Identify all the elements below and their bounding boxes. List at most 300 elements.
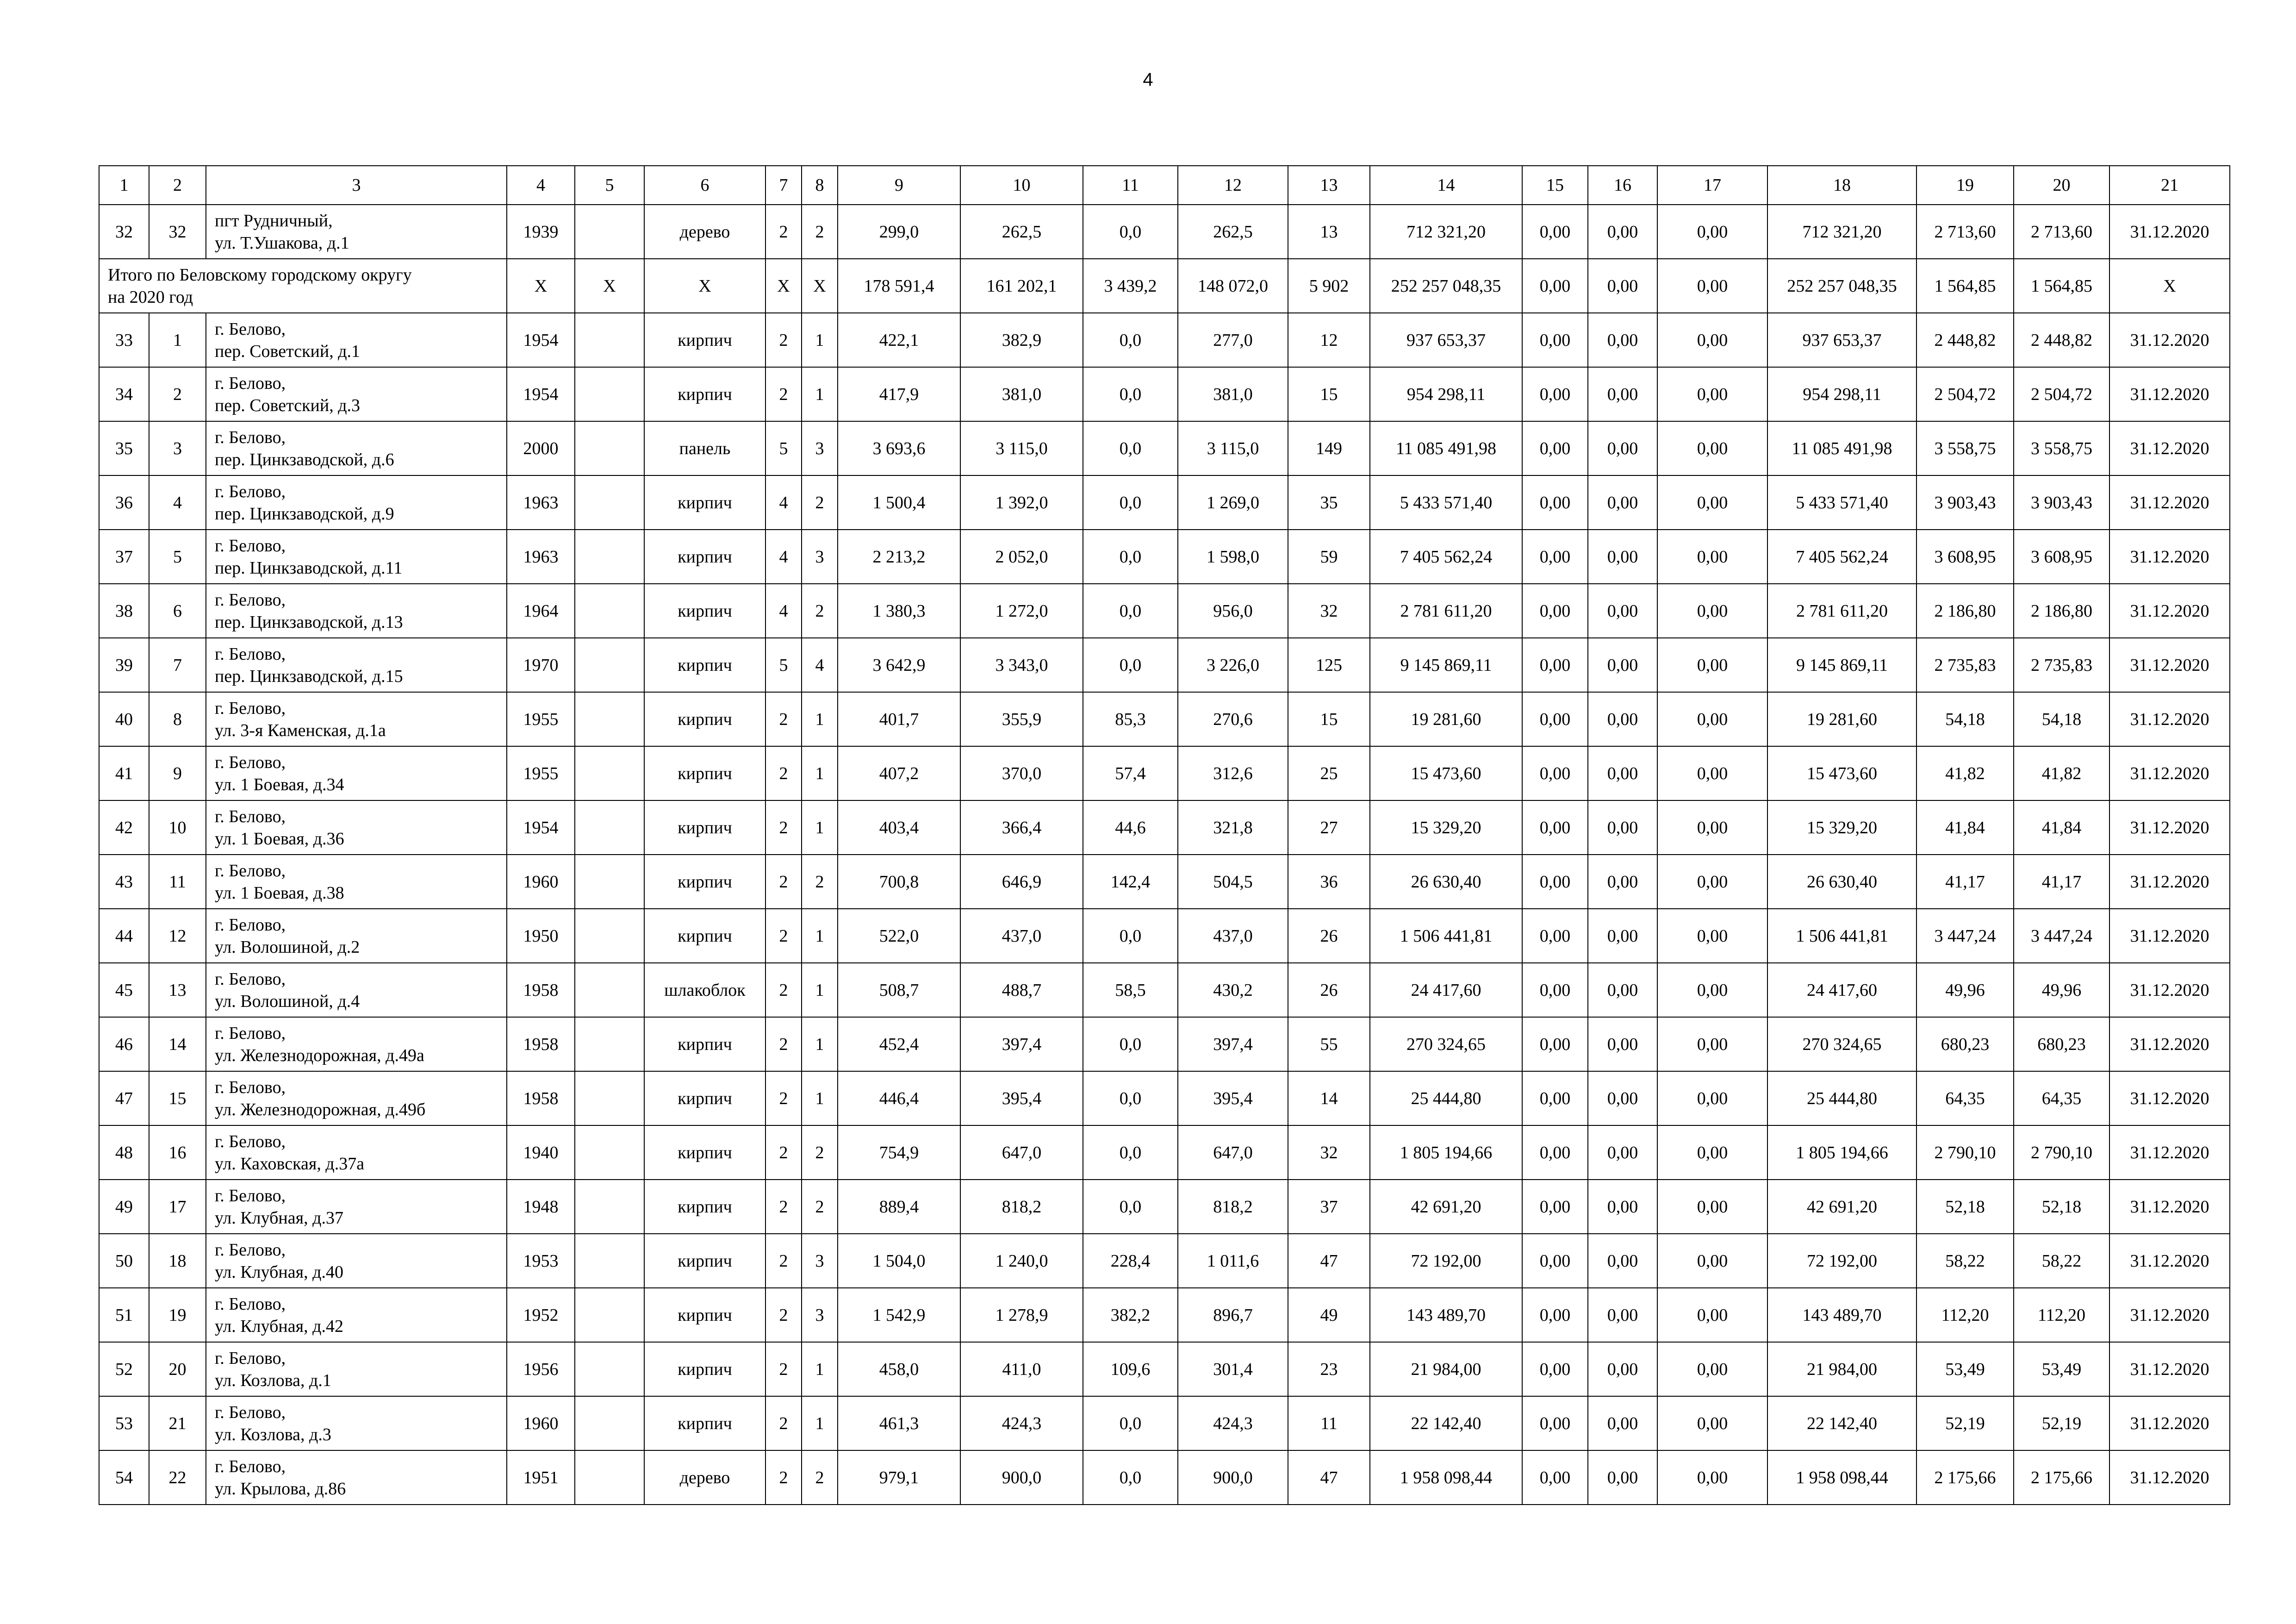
cell-col-19: 64,35 bbox=[1916, 1071, 2014, 1125]
cell-col-12: 1 269,0 bbox=[1178, 475, 1288, 530]
cell-col-18: 22 142,40 bbox=[1767, 1396, 1916, 1450]
cell-col-2: 22 bbox=[149, 1450, 206, 1505]
cell-col-20: 2 735,83 bbox=[2014, 638, 2109, 692]
cell-col-2: 1 bbox=[149, 313, 206, 367]
cell-col-13: 26 bbox=[1288, 909, 1370, 963]
cell-col-7: 2 bbox=[765, 1071, 802, 1125]
column-header: 18 bbox=[1767, 166, 1916, 205]
cell-col-4: 1964 bbox=[507, 584, 575, 638]
address-cell bbox=[206, 313, 507, 367]
cell-col-2: 15 bbox=[149, 1071, 206, 1125]
cell-col-12: 437,0 bbox=[1178, 909, 1288, 963]
cell-col-6: кирпич bbox=[644, 800, 765, 855]
address-line-2: ул. 1 Боевая, д.34 bbox=[215, 775, 344, 794]
cell-col-21: 31.12.2020 bbox=[2109, 1450, 2230, 1505]
cell-col-19: 52,18 bbox=[1916, 1180, 2014, 1234]
column-header: 4 bbox=[507, 166, 575, 205]
address-cell bbox=[206, 800, 507, 855]
table-row bbox=[99, 1342, 2230, 1396]
total-cell-col-21: Х bbox=[2109, 259, 2230, 313]
total-cell-col-5: Х bbox=[575, 259, 644, 313]
cell-col-17: 0,00 bbox=[1657, 313, 1767, 367]
cell-col-1: 38 bbox=[99, 584, 149, 638]
table-row bbox=[99, 1288, 2230, 1342]
cell-col-8: 3 bbox=[802, 1288, 838, 1342]
cell-col-17: 0,00 bbox=[1657, 584, 1767, 638]
cell-col-20: 54,18 bbox=[2014, 692, 2109, 746]
cell-col-13: 55 bbox=[1288, 1017, 1370, 1071]
total-cell-col-7: Х bbox=[765, 259, 802, 313]
cell-col-2: 7 bbox=[149, 638, 206, 692]
cell-col-16: 0,00 bbox=[1588, 692, 1657, 746]
cell-col-13: 27 bbox=[1288, 800, 1370, 855]
cell-col-4: 1954 bbox=[507, 800, 575, 855]
cell-col-11: 44,6 bbox=[1083, 800, 1178, 855]
cell-col-9: 889,4 bbox=[838, 1180, 960, 1234]
cell-col-14: 42 691,20 bbox=[1370, 1180, 1522, 1234]
cell-col-16: 0,00 bbox=[1588, 1125, 1657, 1180]
cell-col-17: 0,00 bbox=[1657, 1180, 1767, 1234]
total-label-line: Итого по Беловскому городскому округу bbox=[108, 265, 412, 285]
cell-col-9: 754,9 bbox=[838, 1125, 960, 1180]
cell-col-21: 31.12.2020 bbox=[2109, 692, 2230, 746]
cell-col-5 bbox=[575, 530, 644, 584]
cell-col-5 bbox=[575, 1450, 644, 1505]
cell-col-11: 0,0 bbox=[1083, 1125, 1178, 1180]
cell-col-18: 11 085 491,98 bbox=[1767, 421, 1916, 475]
cell-col-4: 1951 bbox=[507, 1450, 575, 1505]
cell-col-9: 1 500,4 bbox=[838, 475, 960, 530]
cell-col-21: 31.12.2020 bbox=[2109, 421, 2230, 475]
table-row bbox=[99, 1180, 2230, 1234]
cell-col-5 bbox=[575, 909, 644, 963]
cell-col-6: кирпич bbox=[644, 1234, 765, 1288]
cell-col-13: 15 bbox=[1288, 367, 1370, 421]
column-header: 5 bbox=[575, 166, 644, 205]
cell-col-5 bbox=[575, 638, 644, 692]
address-line-2: ул. Железнодорожная, д.49а bbox=[215, 1045, 424, 1065]
cell-col-2: 20 bbox=[149, 1342, 206, 1396]
cell-col-12: 312,6 bbox=[1178, 746, 1288, 800]
cell-col-16: 0,00 bbox=[1588, 1234, 1657, 1288]
cell-col-12: 1 598,0 bbox=[1178, 530, 1288, 584]
cell-col-8: 1 bbox=[802, 963, 838, 1017]
cell-col-19: 52,19 bbox=[1916, 1396, 2014, 1450]
cell-col-8: 1 bbox=[802, 746, 838, 800]
cell-col-21: 31.12.2020 bbox=[2109, 1125, 2230, 1180]
table-row bbox=[99, 1450, 2230, 1505]
cell-col-12: 301,4 bbox=[1178, 1342, 1288, 1396]
cell-col-9: 452,4 bbox=[838, 1017, 960, 1071]
cell-col-19: 49,96 bbox=[1916, 963, 2014, 1017]
address-line-2: ул. Клубная, д.42 bbox=[215, 1316, 343, 1336]
cell-col-8: 2 bbox=[802, 1125, 838, 1180]
table-row bbox=[99, 367, 2230, 421]
cell-col-11: 0,0 bbox=[1083, 1017, 1178, 1071]
address-line-2: пер. Цинкзаводской, д.15 bbox=[215, 666, 403, 686]
cell-col-15: 0,00 bbox=[1522, 1017, 1588, 1071]
cell-col-15: 0,00 bbox=[1522, 692, 1588, 746]
address-line-1: г. Белово, bbox=[215, 644, 286, 664]
cell-col-18: 937 653,37 bbox=[1767, 313, 1916, 367]
address-cell bbox=[206, 1450, 507, 1505]
cell-col-18: 21 984,00 bbox=[1767, 1342, 1916, 1396]
cell-col-7: 5 bbox=[765, 638, 802, 692]
cell-col-1: 35 bbox=[99, 421, 149, 475]
table-row bbox=[99, 800, 2230, 855]
cell-col-9: 979,1 bbox=[838, 1450, 960, 1505]
address-cell bbox=[206, 909, 507, 963]
cell-col-18: 25 444,80 bbox=[1767, 1071, 1916, 1125]
cell-col-11: 0,0 bbox=[1083, 205, 1178, 259]
cell-col-20: 2 448,82 bbox=[2014, 313, 2109, 367]
cell-col-10: 647,0 bbox=[960, 1125, 1083, 1180]
cell-col-13: 36 bbox=[1288, 855, 1370, 909]
cell-col-4: 1960 bbox=[507, 1396, 575, 1450]
cell-col-14: 26 630,40 bbox=[1370, 855, 1522, 909]
cell-col-6: кирпич bbox=[644, 1180, 765, 1234]
address-line-2: ул. Клубная, д.40 bbox=[215, 1262, 343, 1282]
table-row bbox=[99, 1017, 2230, 1071]
cell-col-14: 1 958 098,44 bbox=[1370, 1450, 1522, 1505]
cell-col-16: 0,00 bbox=[1588, 638, 1657, 692]
address-cell bbox=[206, 638, 507, 692]
table-row bbox=[99, 313, 2230, 367]
cell-col-18: 1 805 194,66 bbox=[1767, 1125, 1916, 1180]
cell-col-7: 4 bbox=[765, 584, 802, 638]
column-header: 9 bbox=[838, 166, 960, 205]
cell-col-7: 2 bbox=[765, 1017, 802, 1071]
cell-col-9: 2 213,2 bbox=[838, 530, 960, 584]
cell-col-18: 2 781 611,20 bbox=[1767, 584, 1916, 638]
cell-col-17: 0,00 bbox=[1657, 638, 1767, 692]
cell-col-16: 0,00 bbox=[1588, 1450, 1657, 1505]
address-line-1: г. Белово, bbox=[215, 427, 286, 447]
cell-col-20: 3 558,75 bbox=[2014, 421, 2109, 475]
cell-col-5 bbox=[575, 1125, 644, 1180]
cell-col-5 bbox=[575, 367, 644, 421]
cell-col-9: 446,4 bbox=[838, 1071, 960, 1125]
cell-col-11: 0,0 bbox=[1083, 313, 1178, 367]
cell-col-18: 24 417,60 bbox=[1767, 963, 1916, 1017]
cell-col-11: 0,0 bbox=[1083, 1450, 1178, 1505]
address-line-1: г. Белово, bbox=[215, 373, 286, 393]
cell-col-20: 2 175,66 bbox=[2014, 1450, 2109, 1505]
total-cell-col-13: 5 902 bbox=[1288, 259, 1370, 313]
cell-col-20: 112,20 bbox=[2014, 1288, 2109, 1342]
cell-col-7: 2 bbox=[765, 1396, 802, 1450]
address-line-2: ул. Козлова, д.1 bbox=[215, 1370, 331, 1390]
cell-col-11: 58,5 bbox=[1083, 963, 1178, 1017]
address-line-2: ул. Каховская, д.37а bbox=[215, 1154, 365, 1174]
cell-col-10: 1 392,0 bbox=[960, 475, 1083, 530]
cell-col-19: 2 735,83 bbox=[1916, 638, 2014, 692]
cell-col-12: 900,0 bbox=[1178, 1450, 1288, 1505]
address-line-1: г. Белово, bbox=[215, 481, 286, 501]
cell-col-4: 1956 bbox=[507, 1342, 575, 1396]
cell-col-7: 2 bbox=[765, 205, 802, 259]
total-cell-col-20: 1 564,85 bbox=[2014, 259, 2109, 313]
cell-col-8: 2 bbox=[802, 1180, 838, 1234]
cell-col-21: 31.12.2020 bbox=[2109, 1017, 2230, 1071]
cell-col-9: 401,7 bbox=[838, 692, 960, 746]
table-row bbox=[99, 1125, 2230, 1180]
cell-col-15: 0,00 bbox=[1522, 1125, 1588, 1180]
total-cell-col-14: 252 257 048,35 bbox=[1370, 259, 1522, 313]
cell-col-5 bbox=[575, 205, 644, 259]
cell-col-4: 1948 bbox=[507, 1180, 575, 1234]
table-row bbox=[99, 1396, 2230, 1450]
cell-col-17: 0,00 bbox=[1657, 909, 1767, 963]
cell-col-6: кирпич bbox=[644, 530, 765, 584]
cell-col-10: 262,5 bbox=[960, 205, 1083, 259]
cell-col-17: 0,00 bbox=[1657, 1017, 1767, 1071]
cell-col-13: 11 bbox=[1288, 1396, 1370, 1450]
cell-col-11: 0,0 bbox=[1083, 1180, 1178, 1234]
address-line-2: ул. Волошиной, д.4 bbox=[215, 991, 360, 1011]
address-cell bbox=[206, 1125, 507, 1180]
cell-col-8: 1 bbox=[802, 313, 838, 367]
cell-col-16: 0,00 bbox=[1588, 1342, 1657, 1396]
table-row bbox=[99, 909, 2230, 963]
cell-col-14: 1 805 194,66 bbox=[1370, 1125, 1522, 1180]
cell-col-16: 0,00 bbox=[1588, 1071, 1657, 1125]
address-line-2: ул. Волошиной, д.2 bbox=[215, 937, 360, 957]
cell-col-18: 143 489,70 bbox=[1767, 1288, 1916, 1342]
cell-col-19: 41,17 bbox=[1916, 855, 2014, 909]
cell-col-21: 31.12.2020 bbox=[2109, 1342, 2230, 1396]
cell-col-7: 2 bbox=[765, 313, 802, 367]
cell-col-5 bbox=[575, 475, 644, 530]
cell-col-11: 0,0 bbox=[1083, 1396, 1178, 1450]
total-cell-col-4: Х bbox=[507, 259, 575, 313]
cell-col-14: 22 142,40 bbox=[1370, 1396, 1522, 1450]
cell-col-4: 1950 bbox=[507, 909, 575, 963]
column-header: 12 bbox=[1178, 166, 1288, 205]
cell-col-20: 2 186,80 bbox=[2014, 584, 2109, 638]
table-row bbox=[99, 475, 2230, 530]
cell-col-19: 54,18 bbox=[1916, 692, 2014, 746]
address-line-2: пер. Цинкзаводской, д.11 bbox=[215, 558, 403, 578]
cell-col-21: 31.12.2020 bbox=[2109, 530, 2230, 584]
total-label-line: на 2020 год bbox=[108, 287, 193, 307]
cell-col-15: 0,00 bbox=[1522, 205, 1588, 259]
cell-col-14: 7 405 562,24 bbox=[1370, 530, 1522, 584]
address-line-1: г. Белово, bbox=[215, 1348, 286, 1368]
cell-col-16: 0,00 bbox=[1588, 475, 1657, 530]
address-line-1: г. Белово, bbox=[215, 1131, 286, 1151]
cell-col-10: 818,2 bbox=[960, 1180, 1083, 1234]
cell-col-2: 13 bbox=[149, 963, 206, 1017]
cell-col-15: 0,00 bbox=[1522, 1396, 1588, 1450]
cell-col-9: 461,3 bbox=[838, 1396, 960, 1450]
cell-col-18: 26 630,40 bbox=[1767, 855, 1916, 909]
cell-col-17: 0,00 bbox=[1657, 1071, 1767, 1125]
total-cell-col-17: 0,00 bbox=[1657, 259, 1767, 313]
cell-col-1: 34 bbox=[99, 367, 149, 421]
address-cell bbox=[206, 1017, 507, 1071]
cell-col-17: 0,00 bbox=[1657, 1234, 1767, 1288]
cell-col-12: 3 226,0 bbox=[1178, 638, 1288, 692]
cell-col-14: 25 444,80 bbox=[1370, 1071, 1522, 1125]
cell-col-1: 47 bbox=[99, 1071, 149, 1125]
address-line-2: ул. 3-я Каменская, д.1а bbox=[215, 720, 386, 740]
address-line-1: г. Белово, bbox=[215, 915, 286, 935]
address-cell bbox=[206, 205, 507, 259]
cell-col-12: 1 011,6 bbox=[1178, 1234, 1288, 1288]
column-header: 16 bbox=[1588, 166, 1657, 205]
cell-col-15: 0,00 bbox=[1522, 800, 1588, 855]
address-line-1: г. Белово, bbox=[215, 590, 286, 610]
cell-col-6: шлакоблок bbox=[644, 963, 765, 1017]
address-line-1: г. Белово, bbox=[215, 861, 286, 881]
table-row bbox=[99, 205, 2230, 259]
cell-col-13: 25 bbox=[1288, 746, 1370, 800]
cell-col-7: 2 bbox=[765, 1342, 802, 1396]
cell-col-9: 1 504,0 bbox=[838, 1234, 960, 1288]
cell-col-16: 0,00 bbox=[1588, 205, 1657, 259]
cell-col-12: 647,0 bbox=[1178, 1125, 1288, 1180]
table-row bbox=[99, 1071, 2230, 1125]
column-header: 8 bbox=[802, 166, 838, 205]
cell-col-15: 0,00 bbox=[1522, 1180, 1588, 1234]
address-cell bbox=[206, 1342, 507, 1396]
cell-col-19: 680,23 bbox=[1916, 1017, 2014, 1071]
cell-col-20: 52,18 bbox=[2014, 1180, 2109, 1234]
cell-col-2: 19 bbox=[149, 1288, 206, 1342]
cell-col-4: 1954 bbox=[507, 367, 575, 421]
cell-col-19: 2 504,72 bbox=[1916, 367, 2014, 421]
cell-col-12: 381,0 bbox=[1178, 367, 1288, 421]
cell-col-19: 3 608,95 bbox=[1916, 530, 2014, 584]
cell-col-15: 0,00 bbox=[1522, 909, 1588, 963]
cell-col-10: 3 115,0 bbox=[960, 421, 1083, 475]
cell-col-1: 43 bbox=[99, 855, 149, 909]
table-row bbox=[99, 1234, 2230, 1288]
cell-col-9: 403,4 bbox=[838, 800, 960, 855]
cell-col-10: 1 278,9 bbox=[960, 1288, 1083, 1342]
cell-col-19: 112,20 bbox=[1916, 1288, 2014, 1342]
address-line-2: пер. Цинкзаводской, д.9 bbox=[215, 504, 394, 524]
cell-col-7: 2 bbox=[765, 1234, 802, 1288]
cell-col-18: 954 298,11 bbox=[1767, 367, 1916, 421]
page-number: 4 bbox=[1143, 69, 1153, 90]
table-row bbox=[99, 963, 2230, 1017]
column-header: 21 bbox=[2109, 166, 2230, 205]
cell-col-9: 417,9 bbox=[838, 367, 960, 421]
cell-col-10: 488,7 bbox=[960, 963, 1083, 1017]
cell-col-13: 59 bbox=[1288, 530, 1370, 584]
cell-col-16: 0,00 bbox=[1588, 367, 1657, 421]
address-line-1: г. Белово, bbox=[215, 536, 286, 556]
cell-col-15: 0,00 bbox=[1522, 1071, 1588, 1125]
cell-col-18: 5 433 571,40 bbox=[1767, 475, 1916, 530]
cell-col-16: 0,00 bbox=[1588, 963, 1657, 1017]
cell-col-12: 395,4 bbox=[1178, 1071, 1288, 1125]
cell-col-18: 1 506 441,81 bbox=[1767, 909, 1916, 963]
cell-col-7: 2 bbox=[765, 855, 802, 909]
cell-col-7: 5 bbox=[765, 421, 802, 475]
cell-col-5 bbox=[575, 1071, 644, 1125]
cell-col-16: 0,00 bbox=[1588, 584, 1657, 638]
column-header: 15 bbox=[1522, 166, 1588, 205]
table-row bbox=[99, 746, 2230, 800]
cell-col-2: 10 bbox=[149, 800, 206, 855]
cell-col-17: 0,00 bbox=[1657, 530, 1767, 584]
cell-col-15: 0,00 bbox=[1522, 746, 1588, 800]
cell-col-9: 458,0 bbox=[838, 1342, 960, 1396]
cell-col-5 bbox=[575, 421, 644, 475]
cell-col-11: 0,0 bbox=[1083, 638, 1178, 692]
cell-col-9: 3 642,9 bbox=[838, 638, 960, 692]
table-row bbox=[99, 855, 2230, 909]
cell-col-11: 0,0 bbox=[1083, 475, 1178, 530]
cell-col-5 bbox=[575, 1017, 644, 1071]
cell-col-19: 58,22 bbox=[1916, 1234, 2014, 1288]
cell-col-6: кирпич bbox=[644, 746, 765, 800]
cell-col-5 bbox=[575, 1180, 644, 1234]
cell-col-18: 72 192,00 bbox=[1767, 1234, 1916, 1288]
cell-col-1: 45 bbox=[99, 963, 149, 1017]
cell-col-19: 3 558,75 bbox=[1916, 421, 2014, 475]
cell-col-10: 2 052,0 bbox=[960, 530, 1083, 584]
cell-col-5 bbox=[575, 692, 644, 746]
cell-col-17: 0,00 bbox=[1657, 692, 1767, 746]
cell-col-8: 1 bbox=[802, 909, 838, 963]
address-line-2: пер. Цинкзаводской, д.13 bbox=[215, 612, 403, 632]
cell-col-19: 3 903,43 bbox=[1916, 475, 2014, 530]
address-cell bbox=[206, 855, 507, 909]
cell-col-13: 12 bbox=[1288, 313, 1370, 367]
cell-col-5 bbox=[575, 1396, 644, 1450]
cell-col-10: 381,0 bbox=[960, 367, 1083, 421]
cell-col-7: 2 bbox=[765, 692, 802, 746]
cell-col-5 bbox=[575, 1234, 644, 1288]
cell-col-1: 51 bbox=[99, 1288, 149, 1342]
column-header: 13 bbox=[1288, 166, 1370, 205]
cell-col-11: 0,0 bbox=[1083, 909, 1178, 963]
column-header: 17 bbox=[1657, 166, 1767, 205]
cell-col-14: 24 417,60 bbox=[1370, 963, 1522, 1017]
cell-col-2: 3 bbox=[149, 421, 206, 475]
total-cell-col-11: 3 439,2 bbox=[1083, 259, 1178, 313]
cell-col-13: 32 bbox=[1288, 584, 1370, 638]
cell-col-13: 26 bbox=[1288, 963, 1370, 1017]
cell-col-18: 712 321,20 bbox=[1767, 205, 1916, 259]
address-cell bbox=[206, 1396, 507, 1450]
address-cell bbox=[206, 746, 507, 800]
address-line-2: ул. Козлова, д.3 bbox=[215, 1424, 331, 1444]
cell-col-1: 42 bbox=[99, 800, 149, 855]
cell-col-10: 437,0 bbox=[960, 909, 1083, 963]
column-header: 2 bbox=[149, 166, 206, 205]
cell-col-12: 896,7 bbox=[1178, 1288, 1288, 1342]
cell-col-21: 31.12.2020 bbox=[2109, 963, 2230, 1017]
cell-col-7: 2 bbox=[765, 367, 802, 421]
cell-col-21: 31.12.2020 bbox=[2109, 855, 2230, 909]
cell-col-8: 1 bbox=[802, 800, 838, 855]
cell-col-18: 7 405 562,24 bbox=[1767, 530, 1916, 584]
cell-col-20: 680,23 bbox=[2014, 1017, 2109, 1071]
cell-col-20: 52,19 bbox=[2014, 1396, 2109, 1450]
cell-col-10: 1 240,0 bbox=[960, 1234, 1083, 1288]
address-line-2: ул. Клубная, д.37 bbox=[215, 1208, 343, 1228]
cell-col-17: 0,00 bbox=[1657, 1125, 1767, 1180]
cell-col-8: 1 bbox=[802, 692, 838, 746]
address-line-1: г. Белово, bbox=[215, 1077, 286, 1097]
cell-col-16: 0,00 bbox=[1588, 530, 1657, 584]
cell-col-12: 3 115,0 bbox=[1178, 421, 1288, 475]
